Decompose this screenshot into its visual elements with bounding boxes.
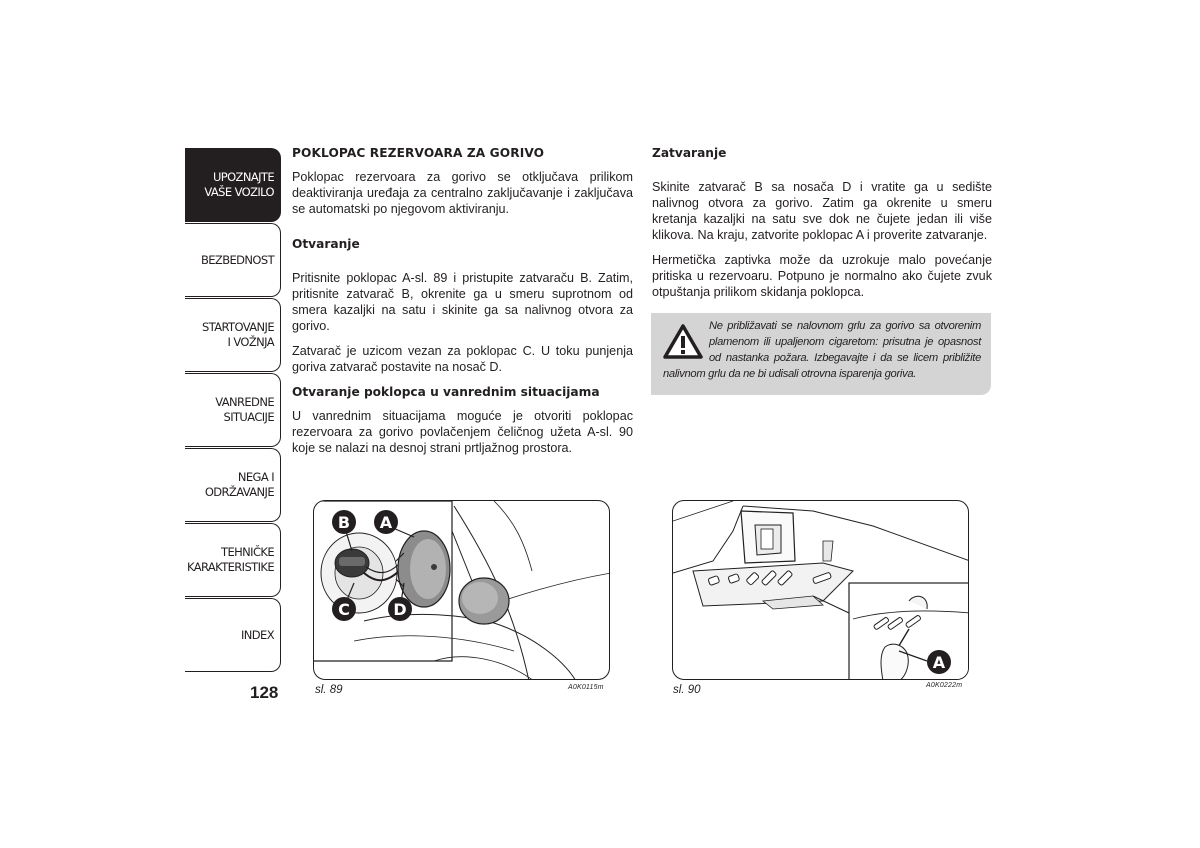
tab-upoznajte-vase-vozilo[interactable] xyxy=(185,148,281,222)
label-b: B xyxy=(337,513,351,532)
emergency-paragraph: U vanrednim situacijama moguće je otvoriti poklopac rezervoara za gorivo povlačenjem čeličnog užeta A-sl. 90 koje se nalazi na desnoj strani prtljažnog prostora. xyxy=(292,409,633,455)
fuel-cap-illustration xyxy=(314,501,610,680)
section-title: POKLOPAC REZERVOARA ZA GORIVO xyxy=(292,146,545,160)
page-number: 128 xyxy=(250,683,279,702)
figure-89-code: A0K0115m xyxy=(568,684,604,691)
closing-heading: Zatvaranje xyxy=(652,146,727,160)
warning-text: Ne približavati se nalovnom grlu za gorivo sa otvorenim plamenom ili upaljenom cigaretom: prisutna je opasnost od nastanka požara. Izbegavajte i da se licem približite nalivnom grlu da ne bi udisali otrovna isparenja goriva. xyxy=(663,320,981,380)
tab-label: BEZBEDNOST xyxy=(200,252,274,267)
tab-startovanje-i-voznja[interactable] xyxy=(185,298,281,372)
label-d: D xyxy=(393,600,407,619)
label-d-marker xyxy=(388,597,412,621)
figure-90 xyxy=(672,500,969,680)
tab-label: NEGA I ODRŽAVANJE xyxy=(204,470,274,499)
tab-vanredne-situacije[interactable] xyxy=(185,373,281,447)
label-a: A xyxy=(379,513,393,532)
label-c-marker xyxy=(332,597,356,621)
opening-paragraph-2: Zatvarač je uzicom vezan za poklopac C. U toku punjenja goriva zatvarač postavite na nosač D. xyxy=(292,344,633,374)
figure-90-caption: sl. 90 xyxy=(673,684,701,696)
tab-index[interactable] xyxy=(185,598,281,672)
label-a-marker xyxy=(927,650,951,674)
right-column xyxy=(652,145,992,309)
left-column xyxy=(292,145,633,465)
tab-tehnicke-karakteristike[interactable] xyxy=(185,523,281,597)
label-a-marker xyxy=(374,510,398,534)
opening-heading: Otvaranje xyxy=(292,237,360,251)
figure-89-caption: sl. 89 xyxy=(315,684,343,696)
chapter-tabs xyxy=(185,148,281,673)
label-b-marker xyxy=(332,510,356,534)
emergency-release-illustration xyxy=(673,501,969,680)
tab-label: TEHNIČKE KARAKTERISTIKE xyxy=(186,545,274,574)
tab-nega-i-odrzavanje[interactable] xyxy=(185,448,281,522)
opening-paragraph-1: Pritisnite poklopac A-sl. 89 i pristupite zatvaraču B. Zatim, pritisnite zatvarač B, okrenite ga u smeru suprotnom od smera kazaljki na satu i skinite ga sa nalivnog otvora za gorivo. xyxy=(292,271,633,333)
tab-label: UPOZNAJTE VAŠE VOZILO xyxy=(204,170,274,199)
emergency-heading: Otvaranje poklopca u vanrednim situacijama xyxy=(292,385,600,399)
tab-label: STARTOVANJE I VOŽNJA xyxy=(202,320,274,349)
closing-paragraph-2: Hermetička zaptivka može da uzrokuje malo povećanje pritiska u rezervoaru. Potpuno je normalno ako čujete zvuk otpuštanja prilikom skidanja poklopca. xyxy=(652,253,992,299)
tab-label: VANREDNE SITUACIJE xyxy=(215,395,274,424)
label-c: C xyxy=(338,600,350,619)
tab-label: INDEX xyxy=(241,627,274,642)
warning-box xyxy=(651,313,991,395)
closing-paragraph-1: Skinite zatvarač B sa nosača D i vratite ga u sedište nalivnog otvora za gorivo. Zatim ga okrenite u smeru kretanja kazaljki na satu sve dok ne čujete jedan ili više klikova. Na kraju, zatvorite poklopac A i proverite zatvaranje. xyxy=(652,180,992,242)
figure-89 xyxy=(313,500,610,680)
intro-paragraph: Poklopac rezervoara za gorivo se otključava prilikom deaktiviranja uređaja za centralno zaključavanje i zaključava se automatski po njegovom aktiviranju. xyxy=(292,170,633,216)
figure-90-code: A0K0222m xyxy=(926,682,963,689)
label-a: A xyxy=(932,653,946,672)
warning-triangle-icon xyxy=(663,324,703,360)
tab-bezbednost[interactable] xyxy=(185,223,281,297)
